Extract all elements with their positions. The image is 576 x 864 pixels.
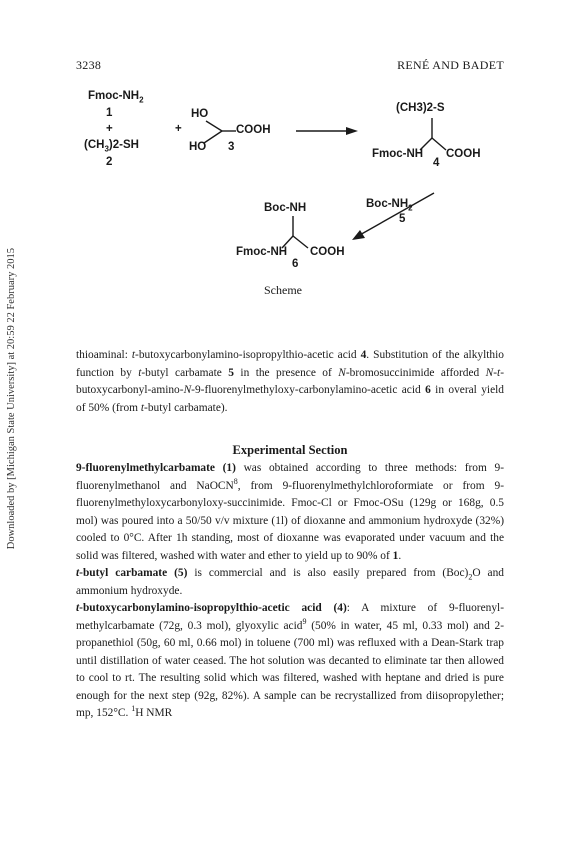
reaction-arrow-2-line xyxy=(358,193,434,236)
compound-6-left: Fmoc-NH xyxy=(236,246,288,258)
compound-5-subscript: 2 xyxy=(408,203,413,213)
paragraph-compound-1: 9-fluorenylmethylcarbamate (1) was obtained according to three methods: from 9-fluorenylmethanol and NaOCN$^8$, from 9-fluorenylmethylchloroformiate or from 9-fluorenylmethyloxycarbonyloxy-succinimide. Fmoc-Cl or Fmoc-OSu (129g or 168g, 0.5 mol) was poured into a 50/50 v/v mixture (1l) of dioxanne and ammonium hydroxyde (32%) cooled to 0°C. After 1h standing, most of dioxanne was evaporated under vacuum and the solid was filtered, washed with water and ether to yield up to 90% of 1. xyxy=(76,462,504,562)
compound-6-top: Boc-NH xyxy=(264,202,307,214)
compound-3-number: 3 xyxy=(228,141,235,153)
compound-5-number: 5 xyxy=(399,213,406,225)
compound-1-subscript: 2 xyxy=(139,95,144,105)
running-title: RENÉ AND BADET xyxy=(397,58,504,72)
compound-2-number: 2 xyxy=(106,156,113,168)
bond-6-right xyxy=(293,236,308,248)
compound-2-name: (CH xyxy=(84,139,105,151)
intro-paragraph: thioaminal: t-butoxycarbonylamino-isopropylthio-acetic acid 4. Substitution of the alkylthio function by t-butyl carbamate 5 in the presence of N-bromosuccinimide afforded N-t-butoxycarbonyl-amino-N-9-fluorenylmethyloxy-carbonylamino-acetic acid 6 in overal yield of 50% (from t-butyl carbamate). xyxy=(76,349,505,414)
bond-3-upper xyxy=(206,121,222,131)
paragraph-compound-4: t-butoxycarbonylamino-isopropylthio-acetic acid (4): A mixture of 9-fluorenyl-methylcarbamate (72g, 0.3 mol), glyoxylic acid$^9$ (50% in water, 45 ml, 0.33 mol) and 2-propanethiol (50g, 60 ml, 0.66 mol) in toluene (700 ml) was refluxed with a Dean-Stark trap until distillation of water ceased. The hot solution was decanted to eliminate tar then allowed to cool to rt. The resulting solid which was filtered, washed with heptane and dried is pure enough for the next step (92g, 82%). A sample can be recrystallized from diisopropylether; mp, 152°C. $^1$H NMR xyxy=(76,602,504,719)
page-number: 3238 xyxy=(76,58,102,72)
compound-1-name: Fmoc-NH xyxy=(88,90,140,102)
bond-4-right xyxy=(432,138,446,150)
section-title: Experimental Section xyxy=(232,443,348,457)
compound-6-number: 6 xyxy=(292,258,299,270)
compound-4-left: Fmoc-NH xyxy=(372,148,424,160)
plus-sign-2: + xyxy=(175,123,182,135)
compound-5-name: Boc-NH xyxy=(366,198,409,210)
compound-3-ho-top: HO xyxy=(191,108,209,120)
experimental-body xyxy=(76,460,504,723)
compound-6-right: COOH xyxy=(310,246,345,258)
compound-3-cooh: COOH xyxy=(236,124,271,136)
bond-3-lower xyxy=(204,131,222,143)
compound-3-ho-bottom: HO xyxy=(189,141,207,153)
scheme-bonds xyxy=(0,0,576,300)
compound-2-subscript: 3 xyxy=(104,144,109,154)
compound-1-number: 1 xyxy=(106,107,113,119)
download-note: Downloaded by [Michigan State University] at 20:59 22 February 2015 xyxy=(6,248,17,550)
scheme-caption: Scheme xyxy=(264,283,302,297)
reaction-arrow-head xyxy=(346,127,358,135)
bond-4-left xyxy=(420,138,432,150)
compound-4-right: COOH xyxy=(446,148,481,160)
compound-4-top: (CH3)2-S xyxy=(396,102,445,114)
reaction-arrow-2-head xyxy=(352,230,365,240)
compound-2-name-rest: )2-SH xyxy=(108,139,139,151)
bond-6-left xyxy=(282,236,293,248)
plus-sign-1: + xyxy=(106,123,113,135)
compound-4-number: 4 xyxy=(433,157,440,169)
paragraph-compound-5: t-butyl carbamate (5) is commercial and is also easily prepared from $(Boc)_2O$ and ammonium hydroxyde. xyxy=(76,567,505,597)
